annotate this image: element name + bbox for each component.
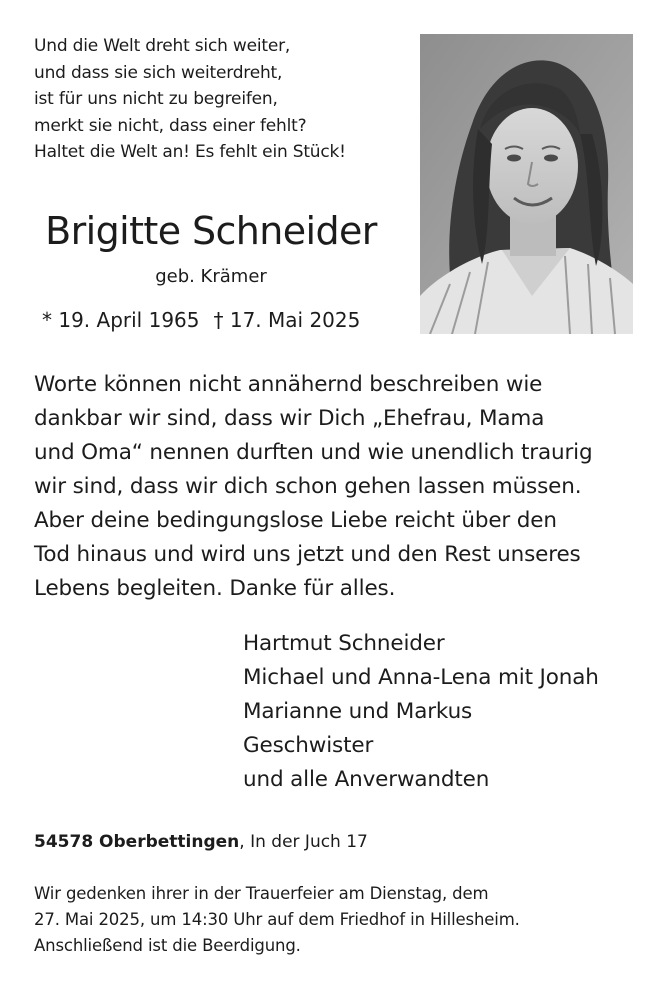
message-line: Tod hinaus und wird uns jetzt und den Rest unseres bbox=[34, 542, 581, 567]
maiden-name: geb. Krämer bbox=[155, 266, 267, 287]
address bbox=[34, 829, 368, 855]
message-line: und Oma“ nennen durften und wie unendlich traurig bbox=[34, 440, 593, 465]
funeral-notice bbox=[34, 881, 634, 959]
message-line: Aber deine bedingungslose Liebe reicht über den bbox=[34, 508, 557, 533]
message-line: dankbar wir sind, dass wir Dich „Ehefrau, Mama bbox=[34, 406, 545, 431]
signer: Geschwister bbox=[243, 733, 374, 758]
address-street: , In der Juch 17 bbox=[239, 832, 368, 852]
portrait-photo-icon bbox=[420, 34, 633, 334]
message bbox=[34, 368, 634, 606]
poem bbox=[34, 33, 404, 166]
signer: Hartmut Schneider bbox=[243, 631, 445, 656]
life-dates bbox=[42, 306, 360, 334]
death-date: † 17. Mai 2025 bbox=[213, 308, 361, 332]
message-line: wir sind, dass wir dich schon gehen lassen müssen. bbox=[34, 474, 582, 499]
birth-date: * 19. April 1965 bbox=[42, 308, 200, 332]
poem-line: ist für uns nicht zu begreifen, bbox=[34, 89, 278, 109]
signer: Marianne und Markus bbox=[243, 699, 473, 724]
address-city: 54578 Oberbettingen bbox=[34, 832, 240, 852]
message-line: Lebens begleiten. Danke für alles. bbox=[34, 576, 396, 601]
signer: und alle Anverwandten bbox=[243, 767, 490, 792]
poem-line: merkt sie nicht, dass einer fehlt? bbox=[34, 115, 307, 136]
funeral-line: 27. Mai 2025, um 14:30 Uhr auf dem Friedhof in Hillesheim. bbox=[34, 910, 520, 929]
deceased-name: Brigitte Schneider bbox=[45, 209, 377, 253]
poem-line: Haltet die Welt an! Es fehlt ein Stück! bbox=[34, 142, 346, 162]
signer: Michael und Anna-Lena mit Jonah bbox=[243, 665, 599, 690]
message-line: Worte können nicht annähernd beschreiben wie bbox=[34, 372, 543, 397]
poem-line: Und die Welt dreht sich weiter, bbox=[34, 36, 291, 56]
poem-line: und dass sie sich weiterdreht, bbox=[34, 62, 283, 83]
funeral-line: Anschließend ist die Beerdigung. bbox=[34, 936, 301, 955]
signers bbox=[243, 627, 643, 797]
funeral-line: Wir gedenken ihrer in der Trauerfeier am Dienstag, dem bbox=[34, 884, 489, 903]
